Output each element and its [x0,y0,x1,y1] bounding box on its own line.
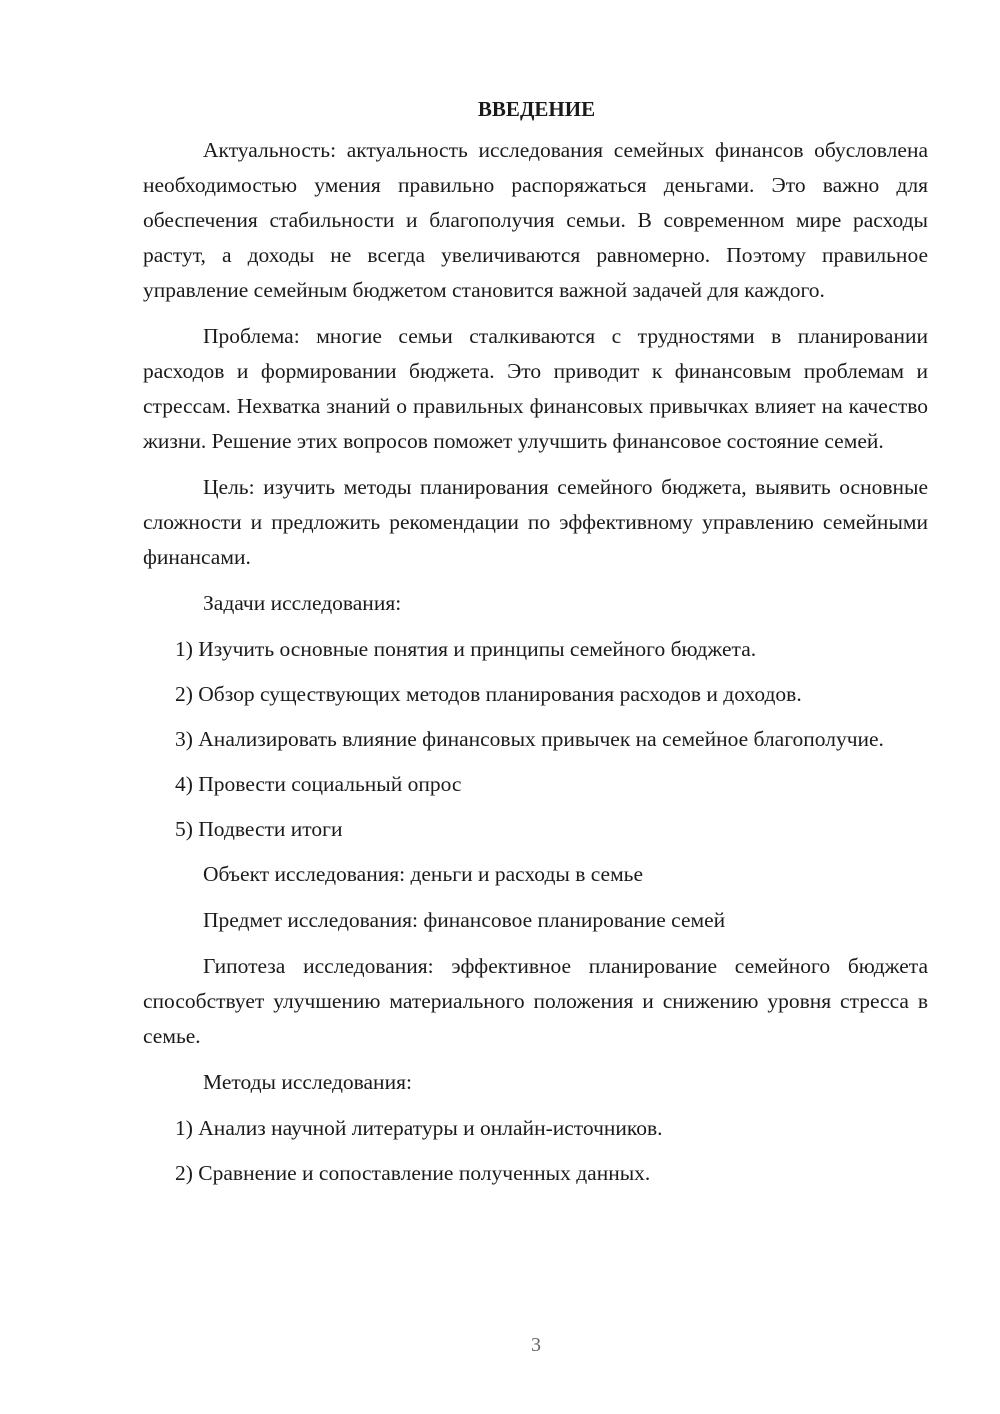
paragraph-relevance: Актуальность: актуальность исследования семейных финансов обусловлена необходимостью умения правильно распоряжаться деньгами. Это важно для обеспечения стабильности и благополучия семьи. В современном мире расходы растут, а доходы не всегда увеличиваются равномерно. Поэтому правильное управление семейным бюджетом становится важной задачей для каждого. [143,138,928,302]
paragraph-object: Объект исследования: деньги и расходы в семье [203,862,644,886]
tasks-heading: Задачи исследования: [203,591,402,615]
method-item-2: 2) Сравнение и сопоставление полученных данных. [175,1161,651,1185]
task-item-2: 2) Обзор существующих методов планирования расходов и доходов. [175,682,802,706]
task-item-4: 4) Провести социальный опрос [175,772,462,796]
page-number: 3 [531,1334,541,1356]
paragraph-goal: Цель: изучить методы планирования семейного бюджета, выявить основные сложности и предложить рекомендации по эффективному управлению семейными финансами. [143,475,928,569]
section-title: ВВЕДЕНИЕ [477,97,596,121]
task-item-1: 1) Изучить основные понятия и принципы семейного бюджета. [175,637,757,661]
paragraph-problem: Проблема: многие семьи сталкиваются с трудностями в планировании расходов и формировании бюджета. Это приводит к финансовым проблемам и стрессам. Нехватка знаний о правильных финансовых привычках влияет на качество жизни. Решение этих вопросов поможет улучшить финансовое состояние семей. [143,324,928,453]
paragraph-hypothesis: Гипотеза исследования: эффективное планирование семейного бюджета способствует улучшению материального положения и снижению уровня стресса в семье. [143,954,928,1048]
method-item-1: 1) Анализ научной литературы и онлайн-источников. [175,1116,663,1140]
task-item-3: 3) Анализировать влияние финансовых привычек на семейное благополучие. [175,727,884,751]
task-item-5: 5) Подвести итоги [175,817,343,841]
methods-heading: Методы исследования: [203,1070,412,1094]
document-page [143,92,928,1201]
paragraph-subject: Предмет исследования: финансовое планирование семей [203,908,726,932]
